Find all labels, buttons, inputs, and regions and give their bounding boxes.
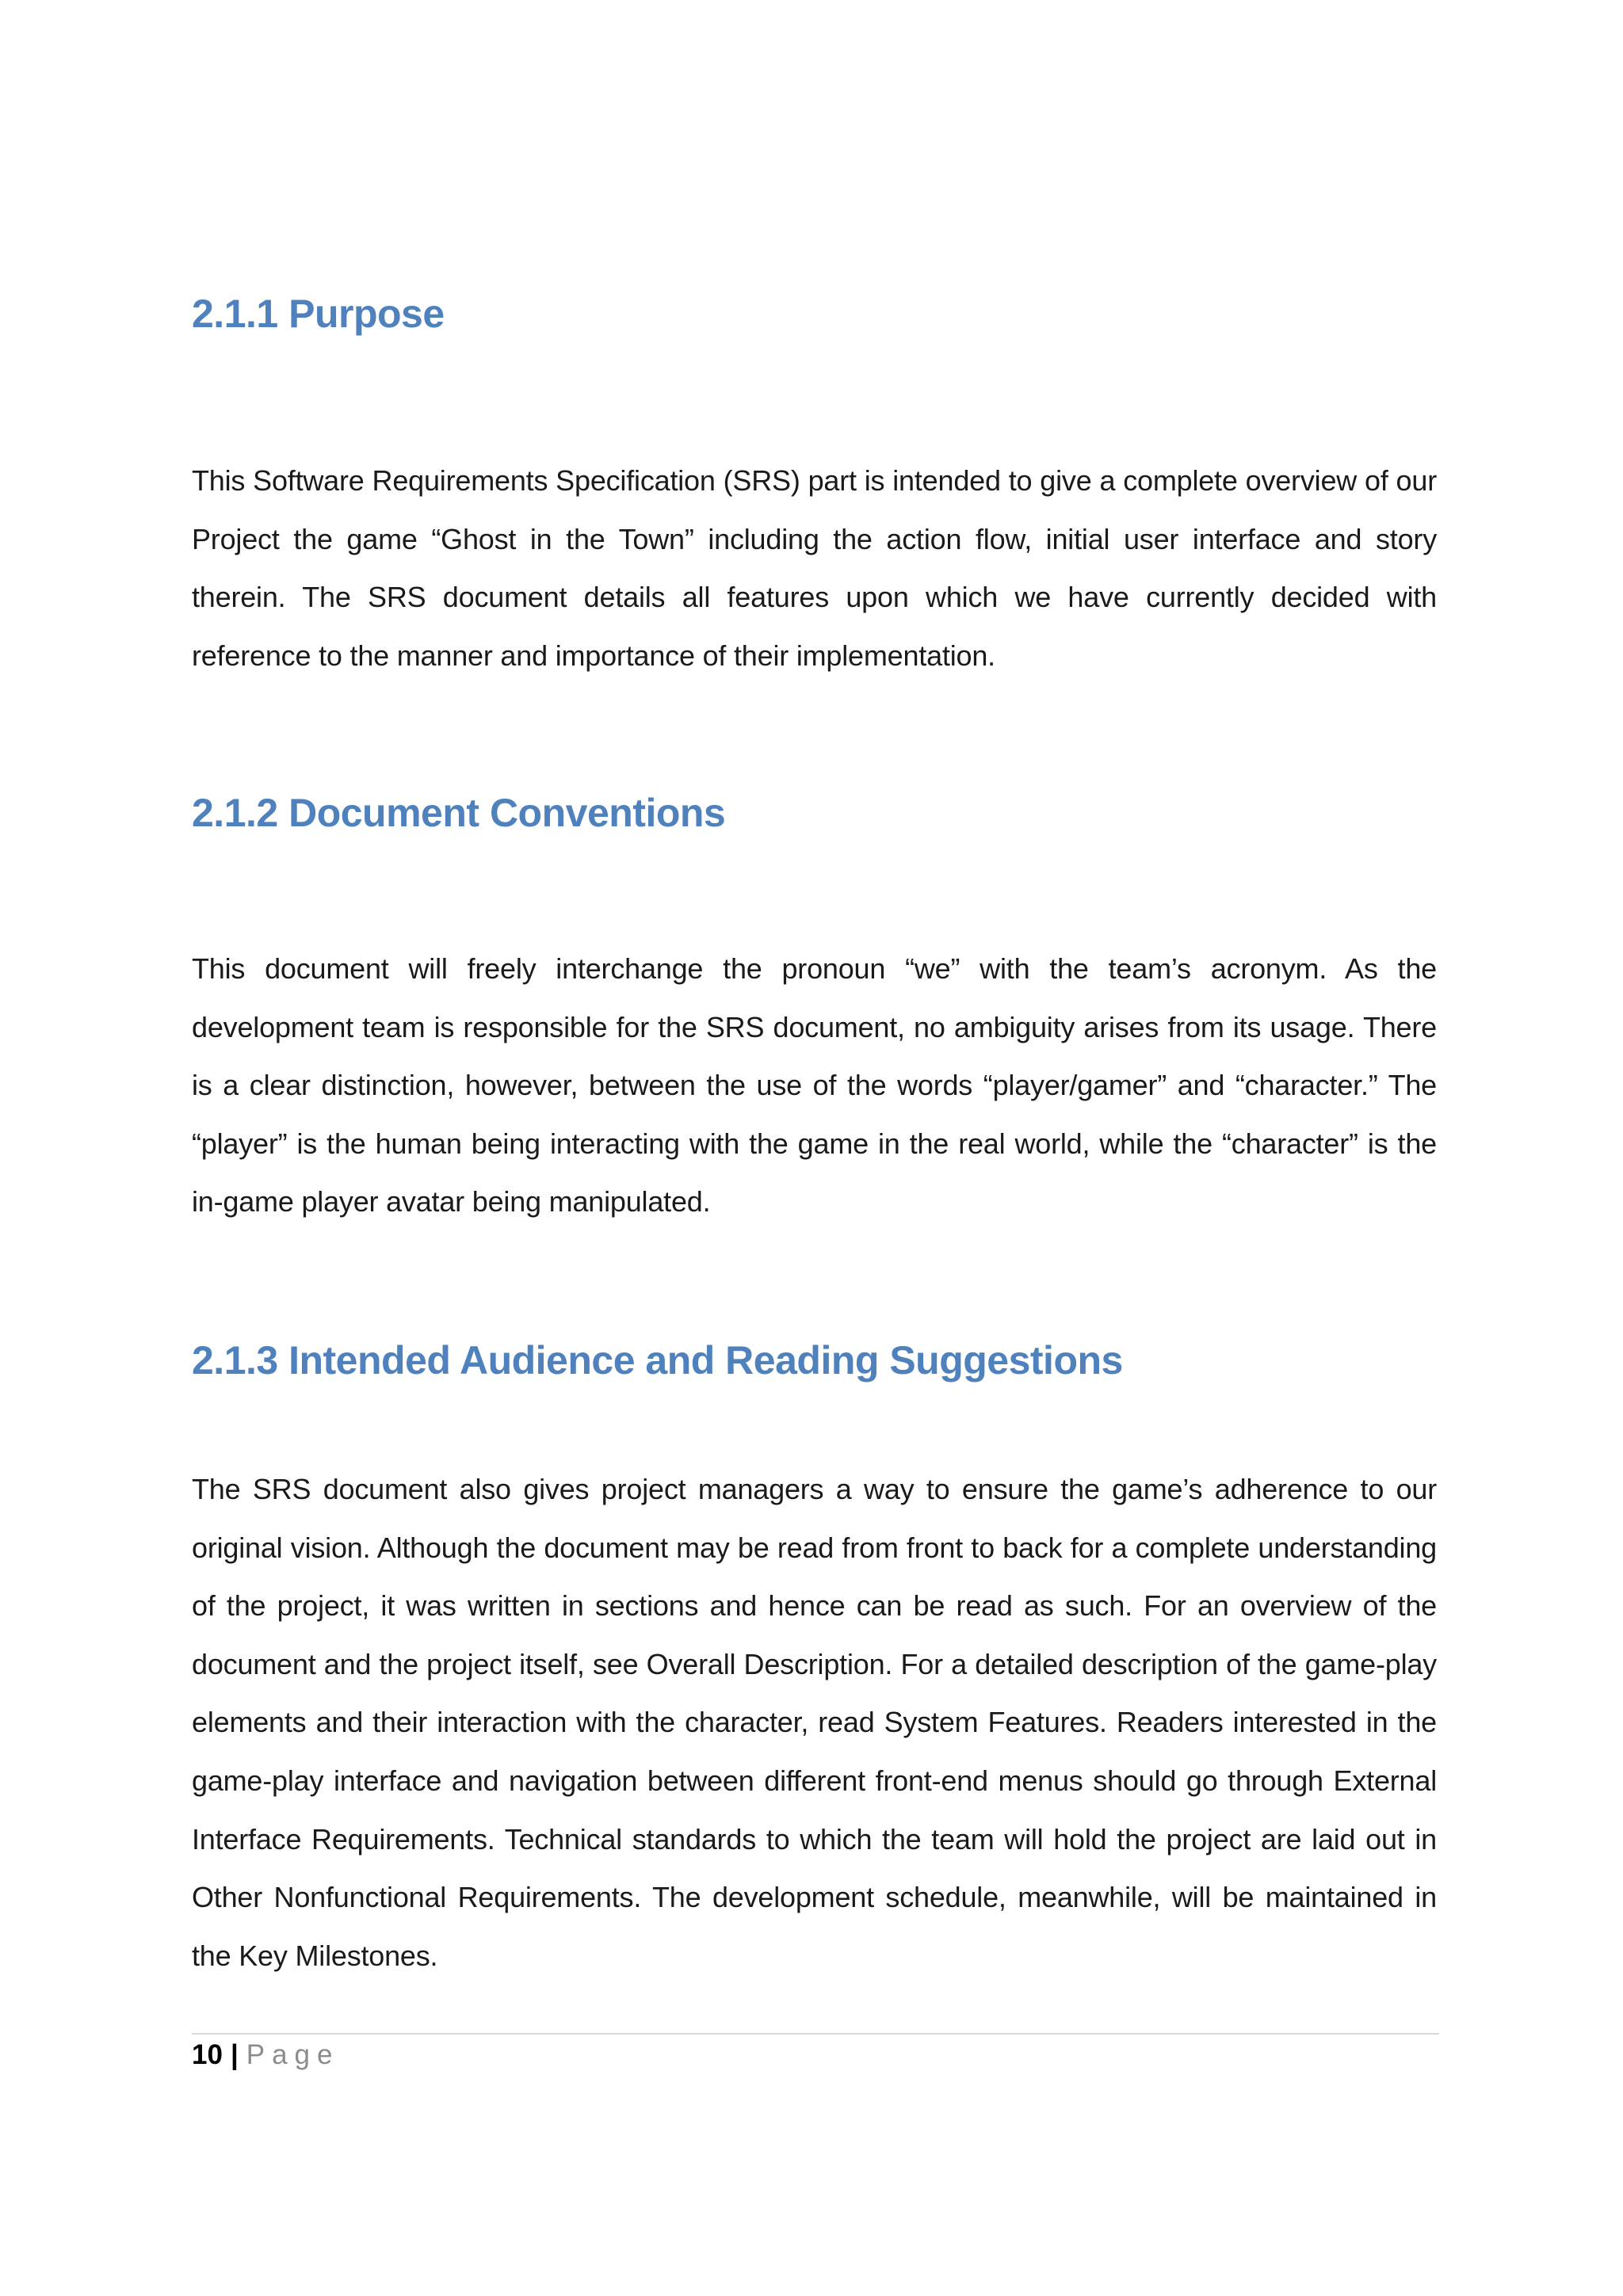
section-body-document-conventions: This document will freely interchange the pronoun “we” with the team’s acronym. As the development team is responsible for the SRS document, no ambiguity arises from its usage. There is a clear distinction, however, between the use of the words “player/gamer” and “character.” The “player” is the human being interacting with the game in the real world, while the “character” is the in-game player avatar being manipulated. bbox=[192, 952, 1437, 1219]
section-heading-purpose: 2.1.1 Purpose bbox=[192, 292, 445, 336]
footer-divider bbox=[192, 2033, 1439, 2035]
section-heading-document-conventions: 2.1.2 Document Conventions bbox=[192, 791, 726, 835]
section-body-intended-audience: The SRS document also gives project managers a way to ensure the game’s adherence to our original vision. Although the document may be read from front to back for a complete understanding of the project, it was written in sections and hence can be read as such. For an overview of the document and the project itself, see Overall Description. For a detailed description of the game-play elements and their interaction with the character, read System Features. Readers interested in the game-play interface and navigation between different front-end menus should go through External Interface Requirements. Technical standards to which the team will hold the project are laid out in Other Nonfunctional Requirements. The development schedule, meanwhile, will be maintained in the Key Milestones. bbox=[192, 1473, 1437, 1972]
footer-separator: | bbox=[230, 2039, 239, 2070]
page-footer bbox=[192, 2037, 339, 2073]
page-number: 10 bbox=[192, 2039, 223, 2070]
page-label: Page bbox=[246, 2039, 340, 2070]
section-heading-intended-audience: 2.1.3 Intended Audience and Reading Suggestions bbox=[192, 1338, 1123, 1383]
section-body-purpose: This Software Requirements Specification (SRS) part is intended to give a complete overview of our Project the game “Ghost in the Town” including the action flow, initial user interface and story therein. The SRS document details all features upon which we have currently decided with reference to the manner and importance of their implementation. bbox=[192, 464, 1437, 672]
